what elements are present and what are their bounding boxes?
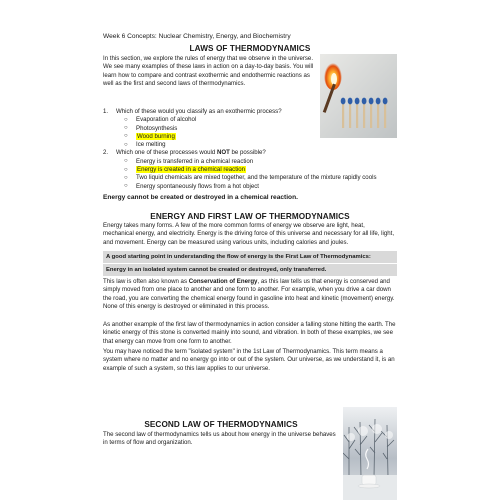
option [103, 158, 403, 166]
para-text: , as this law tells us that energy is conserved and simply moved from one place to another and one form to another. For example, when you drive a car down the road, you are converting the chemical energy found in gasoline into heat and kinetic (movement) energy. None of this energy is destroyed or eliminated in this process. [103, 278, 395, 310]
isolated-system-paragraph: You may have noticed the term "isolated system" in the 1st Law of Thermodynamics. This term means a system where no matter and no energy go into or out of the system. Our universe, as we understand it, is an example of such a system, so this law applies to our universe. [103, 348, 395, 372]
circle-bullet-icon: ○ [124, 158, 128, 165]
question-list [103, 108, 403, 191]
question-2 [103, 149, 403, 157]
option-text-highlighted: Wood burning [137, 132, 175, 140]
option-highlighted [103, 133, 403, 141]
circle-bullet-icon: ○ [124, 174, 128, 181]
question-prompt-bold: NOT [216, 149, 230, 157]
section-heading-laws: LAWS OF THERMODYNAMICS [189, 44, 311, 53]
option [103, 116, 403, 124]
option-text-highlighted: Energy is created in a chemical reaction [137, 166, 246, 174]
section-heading-second-law: SECOND LAW OF THERMODYNAMICS [144, 420, 298, 429]
option [103, 183, 403, 191]
option-text: Photosynthesis [136, 124, 178, 132]
week-title: Week 6 Concepts: Nuclear Chemistry, Energy, and Biochemistry [103, 33, 291, 40]
question-number: 1. [103, 108, 109, 115]
circle-bullet-icon: ○ [124, 133, 128, 140]
option-text: Two liquid chemicals are mixed together, and the temperature of the mixture rapidly cools [136, 174, 377, 182]
option-text: Evaporation of alcohol [136, 116, 197, 124]
falling-stone-paragraph: As another example of the first law of thermodynamics in action consider a falling stone hitting the earth. The kinetic energy of this stone is converted mainly into sound, and vibration. In both of these examples, we see that energy can move from one form to another. [103, 321, 396, 345]
option [103, 125, 403, 133]
first-law-box-line2: Energy in an isolated system cannot be created or destroyed, only transferred. [103, 264, 397, 276]
question-prompt-post: be possible? [229, 149, 266, 157]
conservation-paragraph [103, 278, 397, 311]
section-heading-first-law: ENERGY AND FIRST LAW OF THERMODYNAMICS [150, 212, 350, 221]
circle-bullet-icon: ○ [124, 183, 128, 190]
section3-intro: The second law of thermodynamics tells us about how energy in the universe behaves in terms of flow and organization. [103, 431, 336, 447]
circle-bullet-icon: ○ [124, 141, 128, 148]
question-prompt: Which of these would you classify as an exothermic process? [116, 108, 282, 115]
first-law-box-line1: A good starting point in understanding the flow of energy is the First Law of Thermodynamics: [103, 251, 397, 263]
question-prompt-pre: Which one of these processes would [116, 149, 217, 157]
option [103, 141, 403, 149]
para-bold-term: Conservation of Energy [188, 278, 258, 285]
question-1 [103, 108, 403, 116]
option-highlighted [103, 166, 403, 174]
question-number: 2. [103, 149, 109, 157]
conservation-statement: Energy cannot be created or destroyed in a chemical reaction. [103, 194, 298, 201]
option [103, 174, 403, 182]
option-text: Ice melting [136, 141, 166, 149]
circle-bullet-icon: ○ [124, 116, 128, 123]
para-text: This law is often also known as [103, 278, 189, 285]
circle-bullet-icon: ○ [124, 125, 128, 132]
section1-intro: In this section, we explore the rules of energy that we observe in the universe. We see many examples of these laws in action on a day-to-day basis. You will learn how to compare and contrast exothermic and endothermic reactions as well as the first and second laws of thermodynamics. [103, 55, 314, 87]
snowy-trees-steaming-cup-photo [343, 407, 397, 500]
option-text: Energy spontaneously flows from a hot object [136, 182, 259, 190]
option-text: Energy is transferred in a chemical reaction [136, 157, 254, 165]
section2-intro: Energy takes many forms. A few of the more common forms of energy we observe are light, heat, mechanical energy, and electricity. Energy is the driving force of this universe and necessary for all life, light, and movement. Energy can be measured using various units, including calories and joules. [103, 222, 395, 246]
circle-bullet-icon: ○ [124, 166, 128, 173]
